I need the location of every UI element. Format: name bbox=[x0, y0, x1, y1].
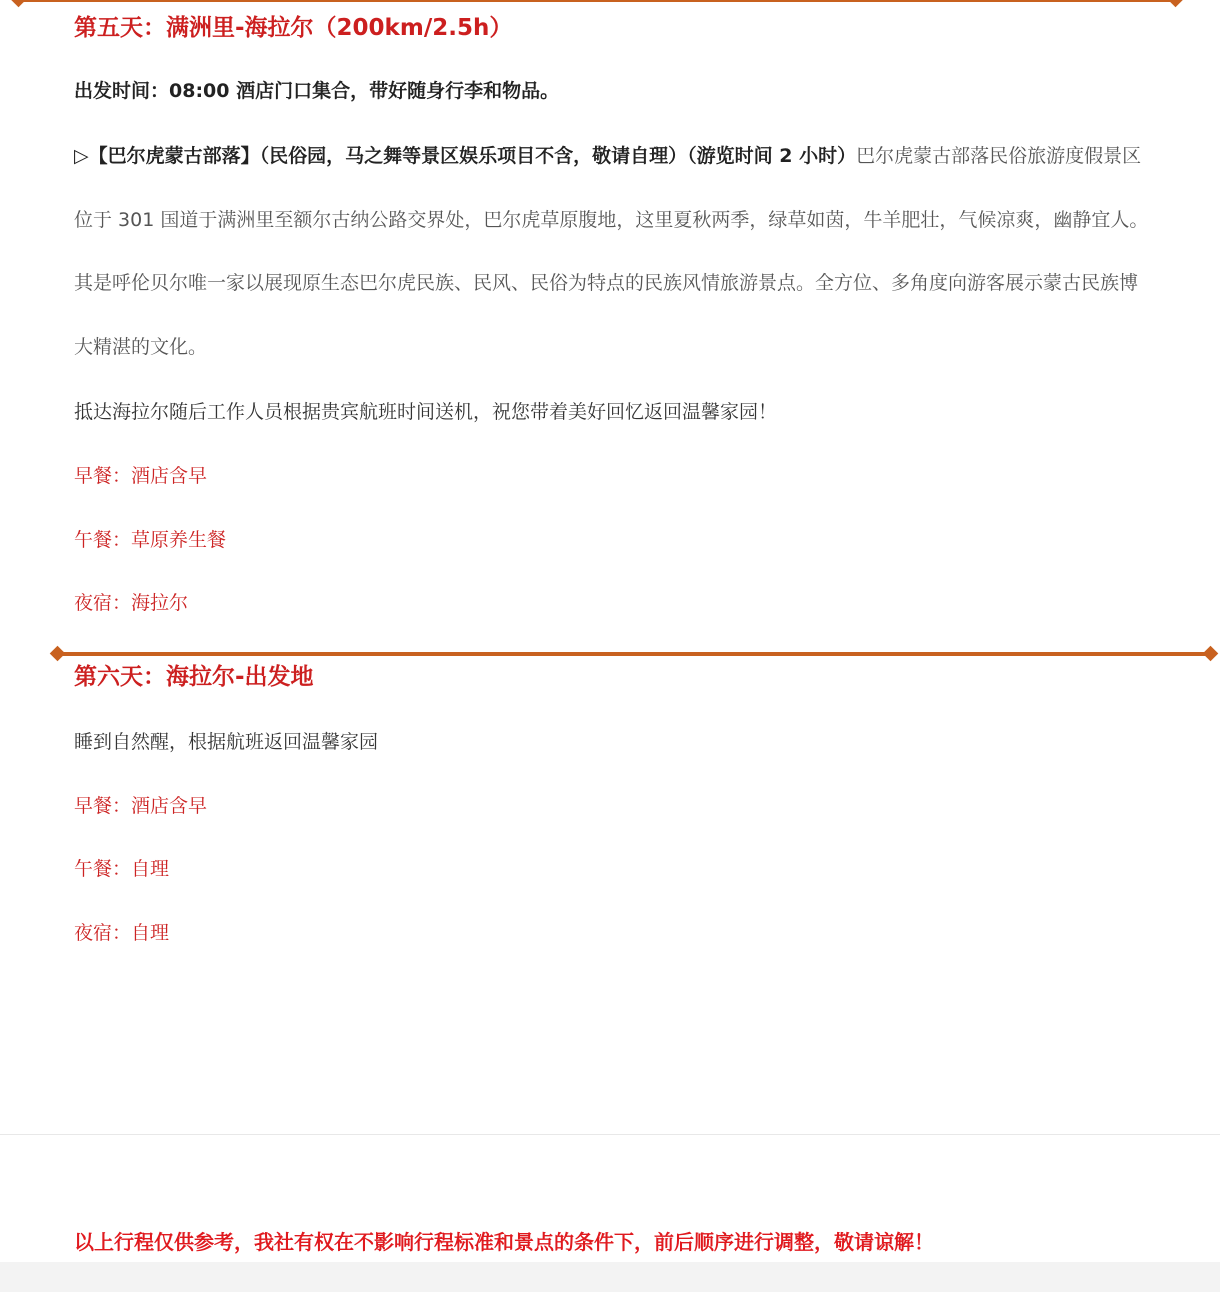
divider-diamond-right-icon bbox=[1203, 646, 1219, 662]
footer-band bbox=[0, 1262, 1220, 1292]
divider-diamond-right-icon bbox=[1168, 0, 1184, 7]
divider-diamond-left-icon bbox=[50, 646, 66, 662]
day6-lodging: 夜宿：自理 bbox=[74, 922, 170, 944]
day-divider-top bbox=[18, 0, 1176, 2]
day6-breakfast: 早餐：酒店含早 bbox=[74, 795, 208, 817]
day5-attraction-paragraph bbox=[74, 125, 1150, 379]
day-divider bbox=[57, 652, 1211, 656]
day5-attraction-description: 巴尔虎蒙古部落民俗旅游度假景区位于 301 国道于满洲里至额尔古纳公路交界处，巴尔虎草原腹地，这里夏秋两季，绿草如茵，牛羊肥壮，气候凉爽，幽静宜人。其是呼伦贝尔唯一家以展现原生态巴尔虎民族、民风、民俗为特点的民族风情旅游景点。全方位、多角度向游客展示蒙古民族博大精湛的文化。 bbox=[74, 145, 1149, 358]
play-triangle-icon: ▷ bbox=[74, 145, 89, 167]
day5-breakfast: 早餐：酒店含早 bbox=[74, 465, 208, 487]
day5-lunch: 午餐：草原养生餐 bbox=[74, 529, 227, 551]
section-separator bbox=[0, 1134, 1220, 1135]
day6-lunch: 午餐：自理 bbox=[74, 858, 170, 880]
day5-departure: 出发时间：08:00 酒店门口集合，带好随身行李和物品。 bbox=[74, 80, 560, 102]
day6-title: 第六天：海拉尔-出发地 bbox=[74, 664, 314, 690]
day6-description: 睡到自然醒，根据航班返回温馨家园 bbox=[74, 731, 379, 753]
day5-lodging: 夜宿：海拉尔 bbox=[74, 592, 189, 614]
itinerary-disclaimer: 以上行程仅供参考，我社有权在不影响行程标准和景点的条件下，前后顺序进行调整，敬请谅解！ bbox=[74, 1230, 934, 1254]
day5-attraction-heading: 【巴尔虎蒙古部落】（民俗园，马之舞等景区娱乐项目不含，敬请自理）（游览时间 2 小时） bbox=[88, 145, 857, 167]
divider-diamond-left-icon bbox=[11, 0, 27, 7]
day5-title: 第五天：满洲里-海拉尔（200km/2.5h） bbox=[74, 15, 513, 41]
day5-arrival: 抵达海拉尔随后工作人员根据贵宾航班时间送机，祝您带着美好回忆返回温馨家园！ bbox=[74, 401, 778, 423]
